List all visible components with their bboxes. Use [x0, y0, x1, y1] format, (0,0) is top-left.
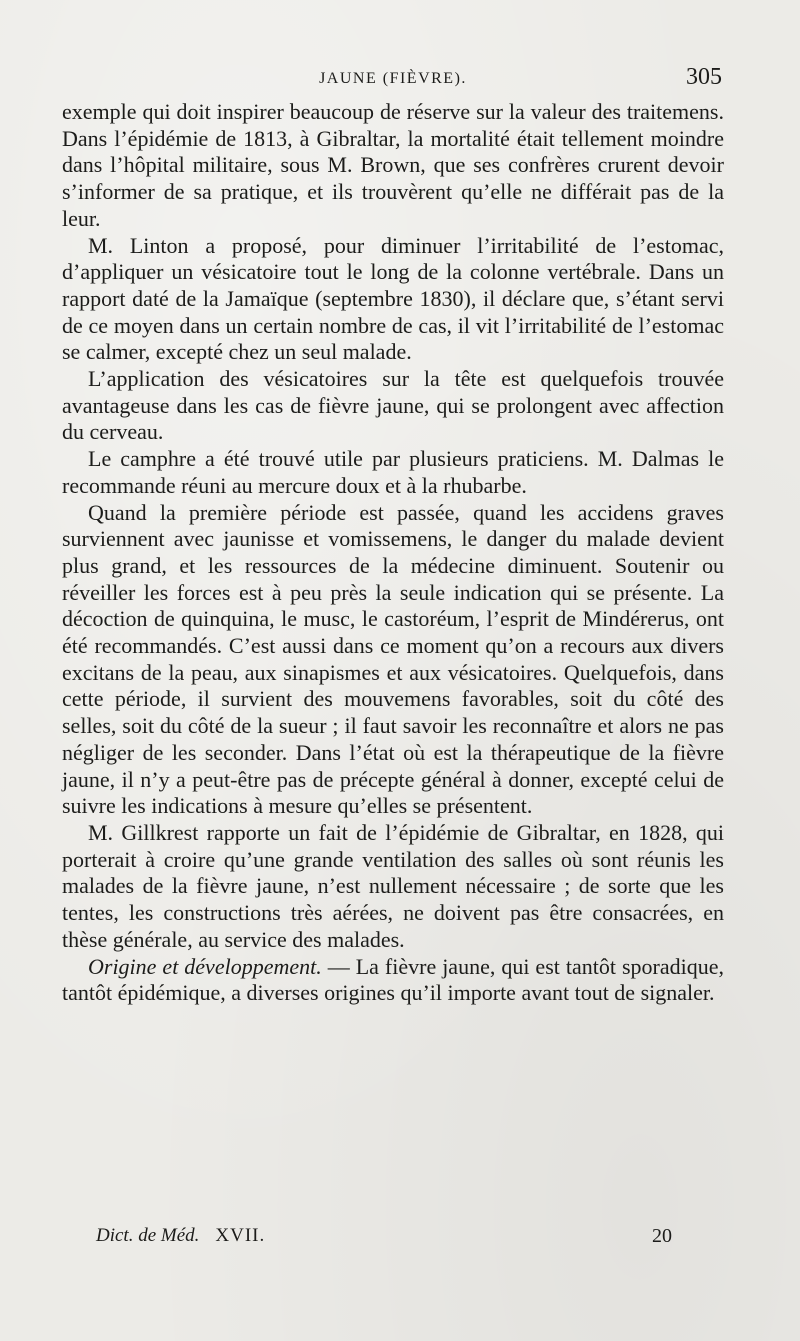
page-footer: [62, 1225, 724, 1255]
body-text: [62, 99, 724, 1007]
signature-mark: 20: [652, 1225, 672, 1247]
paragraph-origine-text: — La fièvre jaune, qui est tantôt sporadique, tantôt épidémique, a diverses origines qu’il importe avant tout de signaler.: [62, 953, 724, 1006]
running-head: [62, 62, 724, 96]
signature-title: Dict. de Méd.: [96, 1225, 200, 1246]
paragraph-origine: [62, 954, 724, 1007]
paragraph-vesicatoires: L’application des vésicatoires sur la tête est quelquefois trouvée avantageuse dans les cas de fièvre jaune, qui se prolongent avec affection du cerveau.: [62, 366, 724, 445]
page-number: 305: [686, 64, 722, 90]
paragraph-camphre: Le camphre a été trouvé utile par plusieurs praticiens. M. Dalmas le recommande réuni au mercure doux et à la rhubarbe.: [62, 446, 724, 498]
signature-volume: XVII.: [215, 1225, 266, 1246]
paragraph-premiere-periode: Quand la première période est passée, quand les accidens graves surviennent avec jaunisse et vomissemens, le danger du malade devient plus grand, et les ressources de la médecine diminuent. Soutenir ou réveiller les forces est à peu près la seule indication qui se présente. La décoction de quinquina, le musc, le castoréum, l’esprit de Mindérerus, ont été recommandés. C’est aussi dans ce moment qu’on a recours aux divers excitans de la peau, aux sinapismes et aux vésicatoires. Quelquefois, dans cette période, il survient des mouvemens favorables, soit du côté des selles, soit du côté de la sueur ; il faut savoir les reconnaître et alors ne pas négliger de les seconder. Dans l’état où est la thérapeutique de la fièvre jaune, il n’y a peut-être pas de précepte général à donner, excepté celui de suivre les indications à mesure qu’elles se présentent.: [62, 499, 724, 819]
paragraph-continued: exemple qui doit inspirer beaucoup de réserve sur la valeur des traitemens. Dans l’épidémie de 1813, à Gibraltar, la mortalité était tellement moindre dans l’hôpital militaire, sous M. Brown, que ses confrères crurent devoir s’informer de sa pratique, et ils trouvèrent qu’elle ne différait pas de la leur.: [62, 99, 724, 231]
section-run-in-heading: Origine et développement.: [88, 953, 322, 979]
running-title: JAUNE (FIÈVRE).: [319, 70, 467, 87]
paragraph-linton: M. Linton a proposé, pour diminuer l’irritabilité de l’estomac, d’appliquer un vésicatoire tout le long de la colonne vertébrale. Dans un rapport daté de la Jamaïque (septembre 1830), il déclare que, s’étant servi de ce moyen dans un certain nombre de cas, il vit l’irritabilité de l’estomac se calmer, excepté chez un seul malade.: [62, 232, 724, 365]
printer-signature: [96, 1225, 265, 1247]
paragraph-gillkrest: M. Gillkrest rapporte un fait de l’épidémie de Gibraltar, en 1828, qui porterait à croire qu’une grande ventilation des salles où sont réunis les malades de la fièvre jaune, n’est nullement nécessaire ; de sorte que les tentes, les constructions très aérées, ne doivent pas être consacrées, en thèse générale, au service des malades.: [62, 819, 724, 952]
